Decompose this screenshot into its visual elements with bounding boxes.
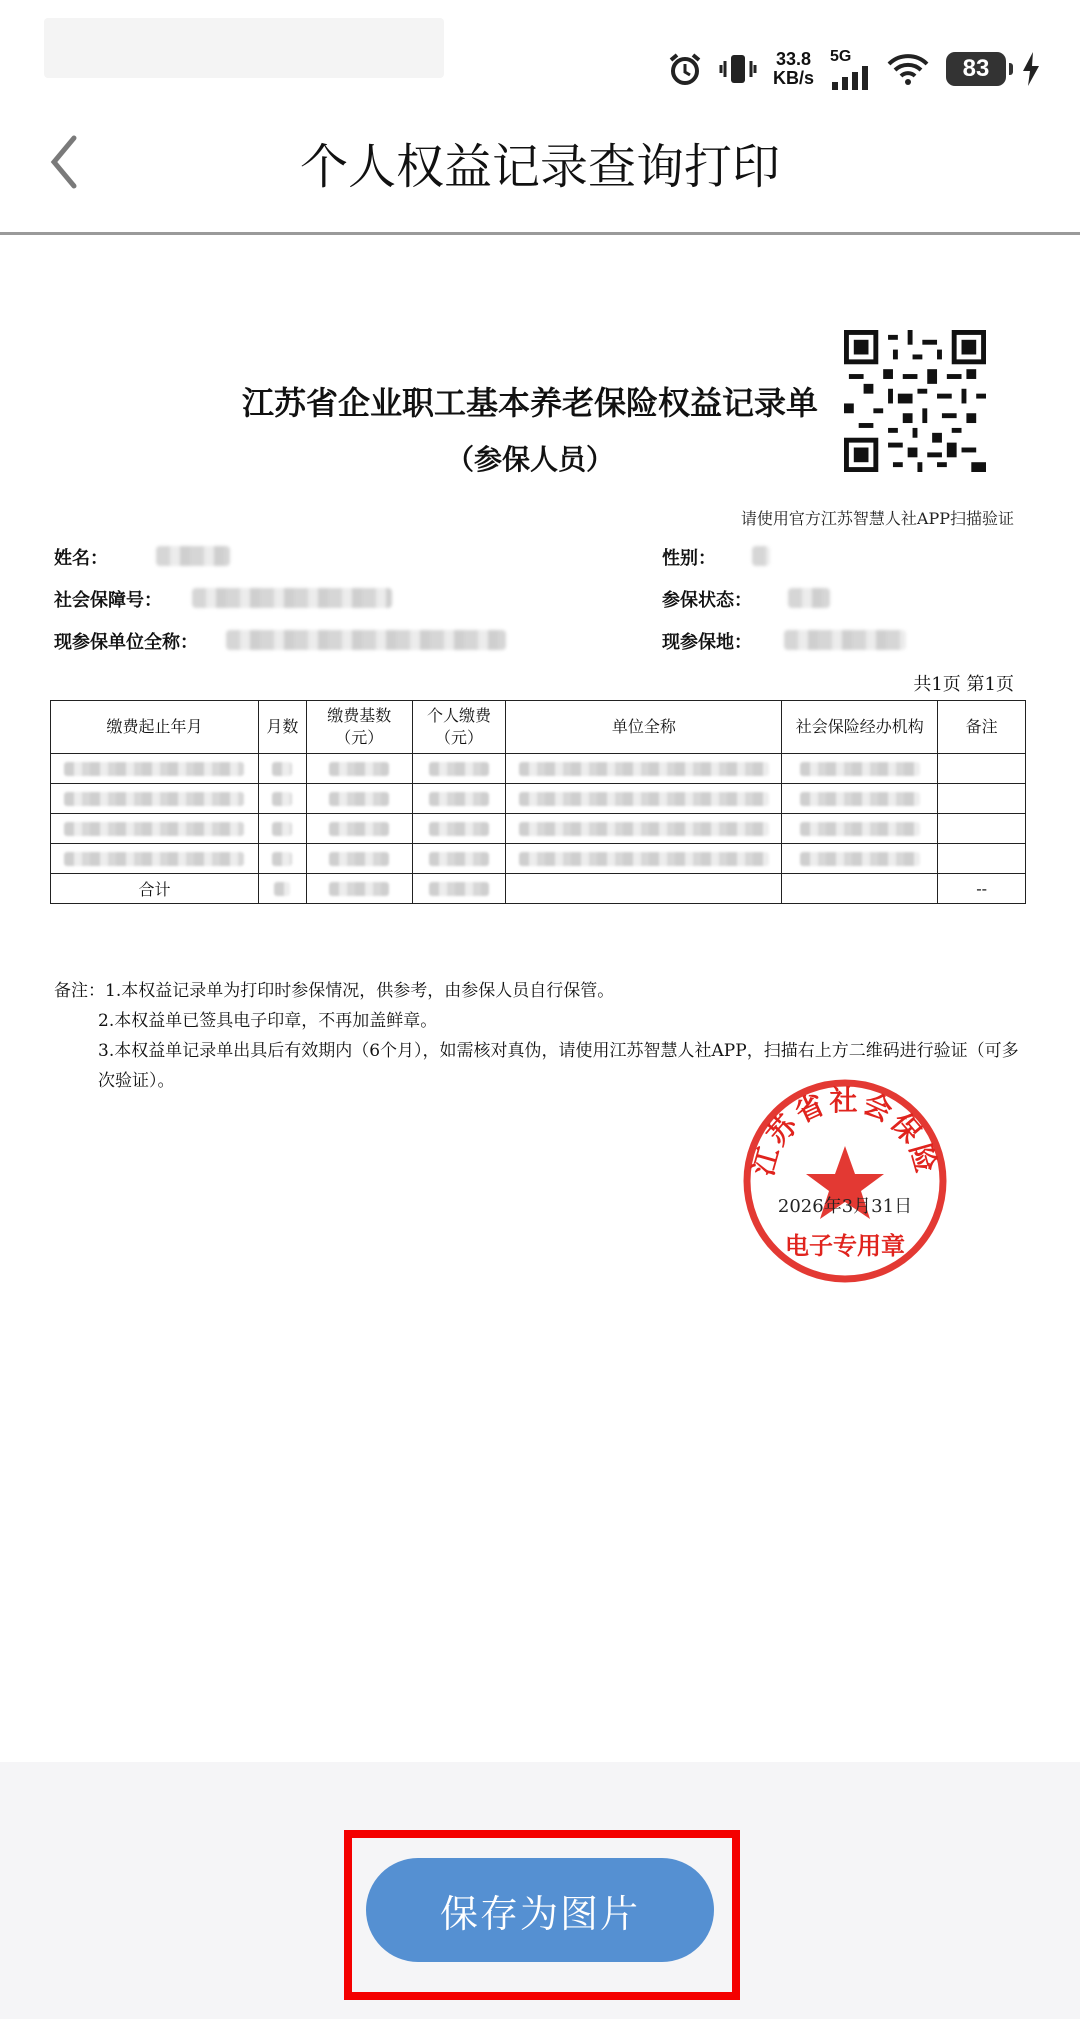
total-remark: -- [938, 874, 1026, 904]
location-value-redacted [784, 630, 906, 650]
signal-icon [830, 66, 870, 90]
note-2: 2.本权益单已签具电子印章，不再加盖鲜章。 [98, 1011, 438, 1031]
col-header-personal: 个人缴费 （元） [412, 701, 506, 754]
employer-value-redacted [226, 630, 506, 650]
col-header-months: 月数 [258, 701, 306, 754]
ssn-label: 社会保障号： [54, 590, 162, 611]
col-header-agency: 社会保险经办机构 [782, 701, 938, 754]
alarm-icon [667, 51, 703, 87]
record-document [40, 300, 1030, 1260]
col-header-period: 缴费起止年月 [51, 701, 259, 754]
page-info: 共1页 第1页 [913, 674, 1014, 695]
wifi-icon [886, 52, 930, 86]
col-header-base: 缴费基数 （元） [306, 701, 412, 754]
gender-label: 性别： [662, 548, 716, 569]
seal-arc-text: 江苏省社会保险 [746, 1084, 944, 1180]
table-row [51, 754, 1026, 784]
vibrate-icon [719, 51, 757, 87]
app-header [0, 96, 1080, 235]
speed-unit: KB/s [772, 68, 814, 88]
save-as-image-button[interactable]: 保存为图片 [366, 1858, 714, 1962]
table-total-row [51, 874, 1026, 904]
status-label: 参保状态： [662, 590, 752, 611]
table-row [51, 784, 1026, 814]
employer-label: 现参保单位全称： [54, 632, 198, 653]
official-seal [740, 1076, 950, 1286]
battery-indicator: 83 [946, 52, 1006, 86]
speed-value: 33.8 [775, 49, 812, 69]
network-type: 5G [830, 48, 852, 65]
table-header-row [51, 701, 1026, 754]
status-icons [667, 44, 1040, 94]
name-value-redacted [156, 546, 230, 566]
charging-icon [1022, 52, 1040, 86]
document-title: 江苏省企业职工基本养老保险权益记录单 [241, 384, 818, 422]
gender-value-redacted [752, 546, 770, 566]
document-subtitle: （参保人员） [445, 443, 614, 476]
note-3: 3.本权益单记录单出具后有效期内（6个月），如需核对真伪，请使用江苏智慧人社APP，扫描右上方二维码进行验证（可多次验证）。 [98, 1041, 1019, 1091]
seal-date: 2026年3月31日 [777, 1196, 913, 1217]
seal-bottom-text: 电子专用章 [785, 1231, 905, 1260]
name-label: 姓名： [54, 548, 108, 569]
contribution-table [50, 700, 1026, 904]
table-row [51, 844, 1026, 874]
qr-code [844, 330, 986, 472]
ssn-value-redacted [192, 588, 392, 608]
total-label: 合计 [51, 874, 259, 904]
col-header-employer: 单位全称 [506, 701, 782, 754]
page-title: 个人权益记录查询打印 [299, 139, 780, 195]
network-speed [773, 50, 814, 88]
col-header-remark: 备注 [938, 701, 1026, 754]
status-bar-left-area [44, 18, 444, 78]
location-label: 现参保地： [662, 632, 752, 653]
verify-hint: 请使用官方江苏智慧人社APP扫描验证 [740, 509, 1014, 528]
status-bar [0, 0, 1080, 96]
note-1: 备注：1.本权益记录单为打印时参保情况，供参考，由参保人员自行保管。 [54, 981, 615, 1001]
status-value-redacted [788, 588, 830, 608]
table-row [51, 814, 1026, 844]
